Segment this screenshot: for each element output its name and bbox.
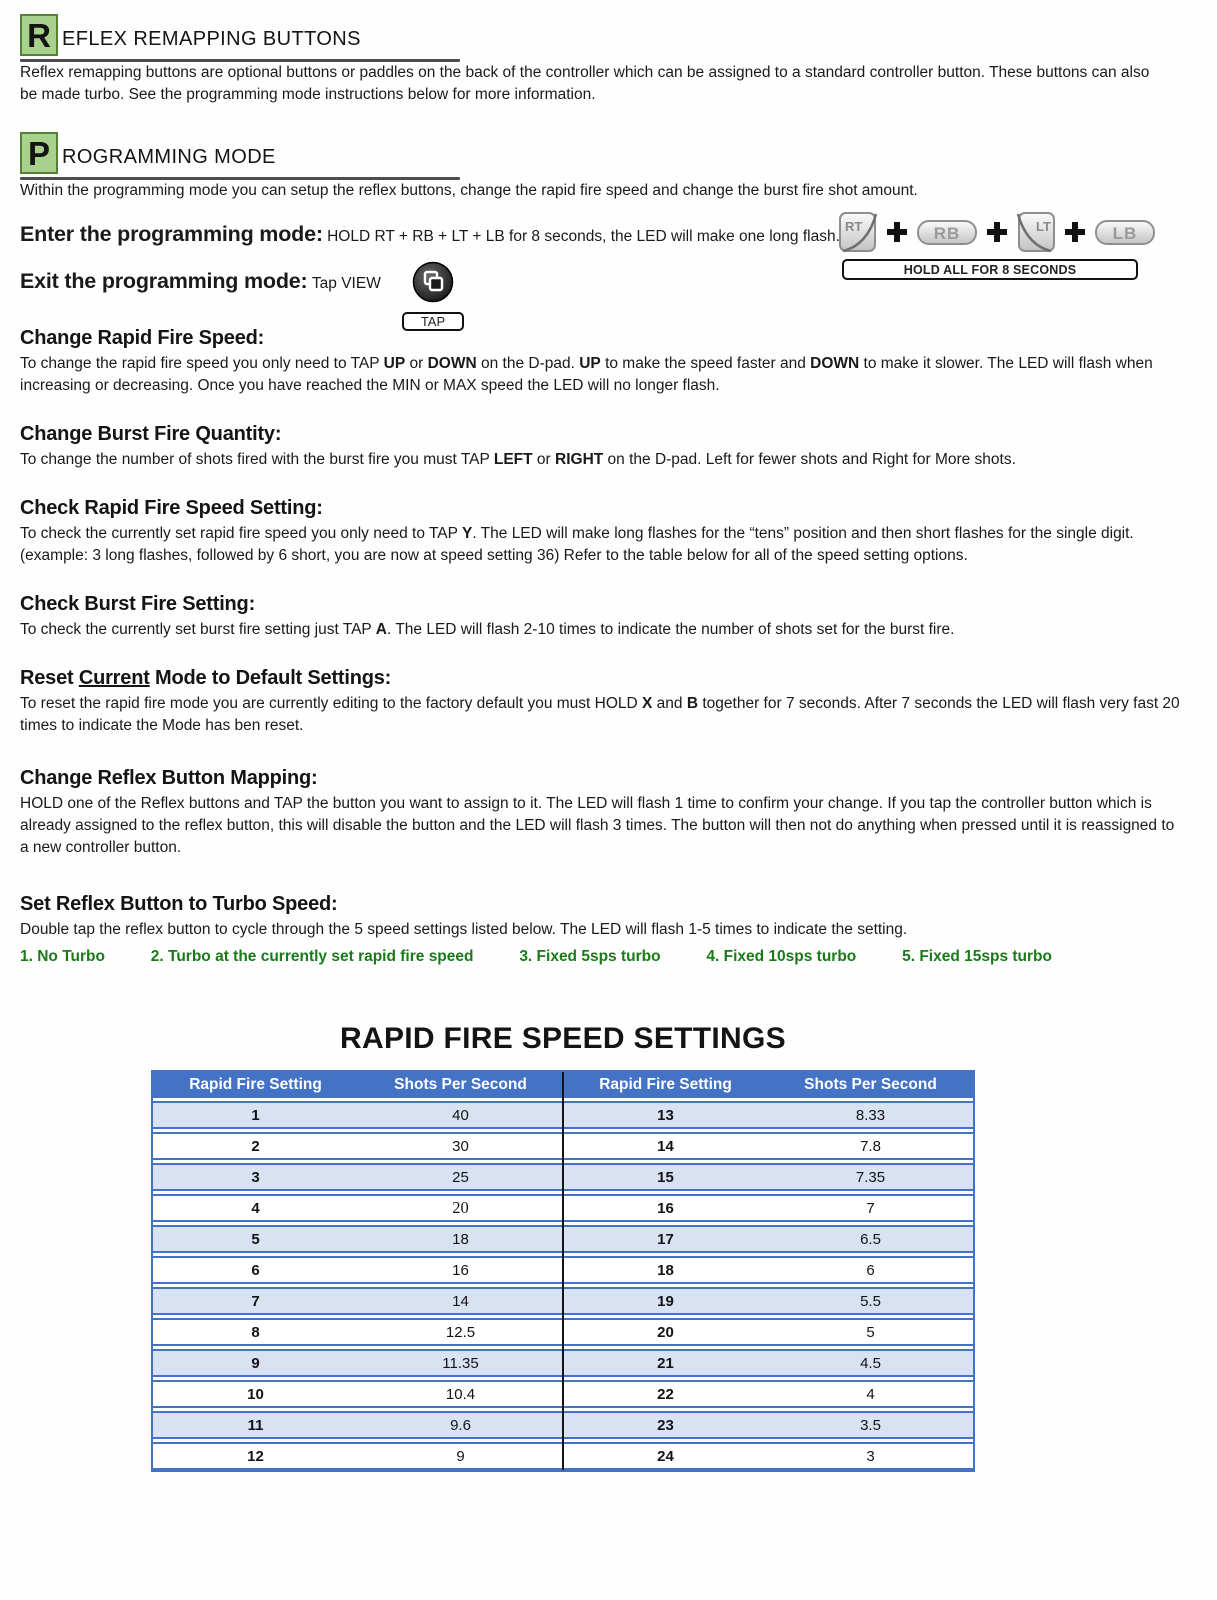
table-cell: 19 [657,1292,674,1310]
table-row [153,1380,973,1408]
table-cell: 30 [452,1137,469,1155]
section-change-reflex-mapping [20,767,1197,859]
table-cell: 12 [247,1447,264,1465]
section-title: Change Reflex Button Mapping: [20,767,318,789]
section-body: HOLD one of the Reflex buttons and TAP the button you want to assign to it. The LED will flash 1 time to confirm your change. If you tap the controller button which is already assigned to the reflex button, this will disable the button and the LED will flash 3 times. The button will then not do anything when pressed until it is reassigned to a new controller button. [20,795,1175,856]
section-header-reflex-remapping [20,14,1197,56]
table-row [153,1163,973,1191]
rt-trigger-icon [838,210,878,254]
exit-mode-label: Exit the programming mode: [20,269,308,293]
table-cell: 11 [247,1416,264,1434]
table-cell: 3 [251,1168,260,1186]
enter-programming-mode-line [20,222,860,247]
section-title: Check Rapid Fire Speed Setting: [20,497,323,519]
enter-mode-label: Enter the programming mode: [20,222,323,246]
table-cell: 3 [866,1447,875,1465]
section-title: Set Reflex Button to Turbo Speed: [20,893,338,915]
table-cell: 21 [657,1354,674,1372]
table-cell: 2 [251,1137,260,1155]
table-cell: 9.6 [450,1416,471,1434]
table-cell: 9 [251,1354,260,1372]
speed-table-body [153,1101,973,1470]
svg-text:LB: LB [1112,224,1138,243]
header-programming-mode-text: ROGRAMMING MODE [62,145,276,168]
section-check-rapid-fire-speed [20,497,1197,567]
view-button-icon [412,261,454,303]
table-cell: 6 [251,1261,260,1279]
lt-trigger-icon [1016,210,1056,254]
table-cell: 12.5 [445,1323,476,1341]
column-header: Rapid Fire Setting [599,1076,732,1093]
section-title: Reset Current Mode to Default Settings: [20,667,392,689]
section-body: Double tap the reflex button to cycle through the 5 speed settings listed below. The LED will flash 1-5 times to indicate the setting. [20,921,908,938]
turbo-option-2: 2. Turbo at the currently set rapid fire speed [150,948,474,965]
table-cell: 14 [452,1292,469,1310]
section-body: To check the currently set burst fire setting just TAP A. The LED will flash 2-10 times to indicate the number of shots set for the burst fire. [20,621,955,638]
table-cell: 5 [866,1323,875,1341]
drop-cap-R: R [20,14,58,56]
speed-table-header-row [153,1072,973,1098]
column-header: Shots Per Second [804,1076,937,1093]
section-set-reflex-turbo [20,893,1197,966]
table-cell: 13 [657,1106,674,1124]
table-row [153,1442,973,1470]
table-cell: 40 [452,1106,469,1124]
enter-mode-instructions: HOLD RT + RB + LT + LB for 8 seconds, the LED will make one long flash. [327,228,840,245]
plus-icon [987,222,1007,242]
section-body: To reset the rapid fire mode you are currently editing to the factory default you must HOLD X and B together for 7 seconds. After 7 seconds the LED will flash very fast 20 times to indicate the Mode has ben reset. [20,695,1180,734]
drop-cap-P: P [20,132,58,174]
table-cell: 1 [251,1106,260,1124]
rb-bumper-icon [916,217,978,247]
table-cell: 10.4 [445,1385,476,1403]
turbo-option-1: 1. No Turbo [20,948,105,965]
table-cell: 15 [657,1168,674,1186]
column-header: Rapid Fire Setting [189,1076,322,1093]
table-cell: 6 [866,1261,875,1279]
speed-table-title: RAPID FIRE SPEED SETTINGS [340,1022,786,1055]
table-cell: 7.35 [855,1168,886,1186]
table-cell: 17 [657,1230,674,1248]
tap-tag: TAP [402,312,464,331]
table-cell: 8 [251,1323,260,1341]
table-cell: 20 [452,1198,469,1217]
table-cell: 23 [657,1416,674,1434]
table-cell: 9 [456,1447,465,1465]
button-combo-graphic [838,210,1156,280]
programming-intro-paragraph: Within the programming mode you can setup the reflex buttons, change the rapid fire speed and change the burst fire shot amount. [20,182,918,199]
header-reflex-remapping-text: EFLEX REMAPPING BUTTONS [62,27,361,50]
table-cell: 18 [657,1261,674,1279]
hold-all-label: HOLD ALL FOR 8 SECONDS [842,259,1138,280]
table-row [153,1318,973,1346]
table-row [153,1101,973,1129]
table-cell: 7 [866,1199,875,1217]
table-row [153,1287,973,1315]
table-cell: 14 [657,1137,674,1155]
svg-text:RB: RB [933,224,961,243]
table-cell: 16 [657,1199,674,1217]
table-cell: 7.8 [860,1137,881,1155]
section-check-burst-fire [20,593,1197,641]
table-cell: 25 [452,1168,469,1186]
turbo-options-list [20,948,1052,966]
table-row [153,1256,973,1284]
reflex-intro-paragraph: Reflex remapping buttons are optional buttons or paddles on the back of the controller which can be assigned to a standard controller button. These buttons can also be made turbo. See the programming mode instructions below for more information. [20,64,1150,103]
turbo-option-3: 3. Fixed 5sps turbo [519,948,661,965]
table-cell: 11.35 [442,1354,479,1372]
table-cell: 3.5 [860,1416,881,1434]
table-cell: 16 [452,1261,469,1279]
view-button-graphic [398,261,468,331]
turbo-option-4: 4. Fixed 10sps turbo [706,948,857,965]
table-row [153,1132,973,1160]
section-body: To check the currently set rapid fire speed you only need to TAP Y. The LED will make long flashes for the “tens” position and then short flashes for the single digit. (example: 3 long flashes, followed by 6 short, you are now at speed setting 36) Refer to the table below for all of the speed setting options. [20,525,1134,564]
table-cell: 6.5 [860,1230,881,1248]
section-title: Change Rapid Fire Speed: [20,327,265,349]
table-cell: 5 [251,1230,260,1248]
section-title: Change Burst Fire Quantity: [20,423,282,445]
table-row [153,1225,973,1253]
table-cell: 8.33 [855,1106,886,1124]
table-cell: 18 [452,1230,469,1248]
table-cell: 4.5 [860,1354,881,1372]
section-reset-current-mode [20,667,1197,737]
section-body: To change the number of shots fired with the burst fire you must TAP LEFT or RIGHT on the D-pad. Left for fewer shots and Right for More shots. [20,451,1016,468]
table-cell: 4 [866,1385,875,1403]
svg-text:RT: RT [845,219,863,234]
section-title: Check Burst Fire Setting: [20,593,256,615]
column-header: Shots Per Second [394,1076,527,1093]
table-row [153,1194,973,1222]
table-cell: 10 [247,1385,264,1403]
table-cell: 22 [657,1385,674,1403]
speed-settings-table [151,1070,975,1472]
exit-mode-instructions: Tap VIEW [311,275,381,292]
svg-text:LT: LT [1036,219,1051,234]
table-cell: 7 [251,1292,260,1310]
section-header-programming-mode [20,132,1197,174]
table-cell: 24 [657,1447,674,1465]
lb-bumper-icon [1094,217,1156,247]
plus-icon [887,222,907,242]
exit-programming-mode-line [20,269,860,329]
plus-icon [1065,222,1085,242]
section-body: To change the rapid fire speed you only need to TAP UP or DOWN on the D-pad. UP to make the speed faster and DOWN to make it slower. The LED will flash when increasing or decreasing. Once you have reached the MIN or MAX speed the LED will no longer flash. [20,355,1153,394]
table-row [153,1411,973,1439]
table-cell: 5.5 [860,1292,881,1310]
table-cell: 20 [657,1323,674,1341]
turbo-option-5: 5. Fixed 15sps turbo [902,948,1052,965]
section-change-rapid-fire-speed [20,327,1197,397]
table-cell: 4 [251,1199,260,1217]
table-row [153,1349,973,1377]
button-combo-row [838,210,1156,254]
section-change-burst-fire-quantity [20,423,1197,471]
